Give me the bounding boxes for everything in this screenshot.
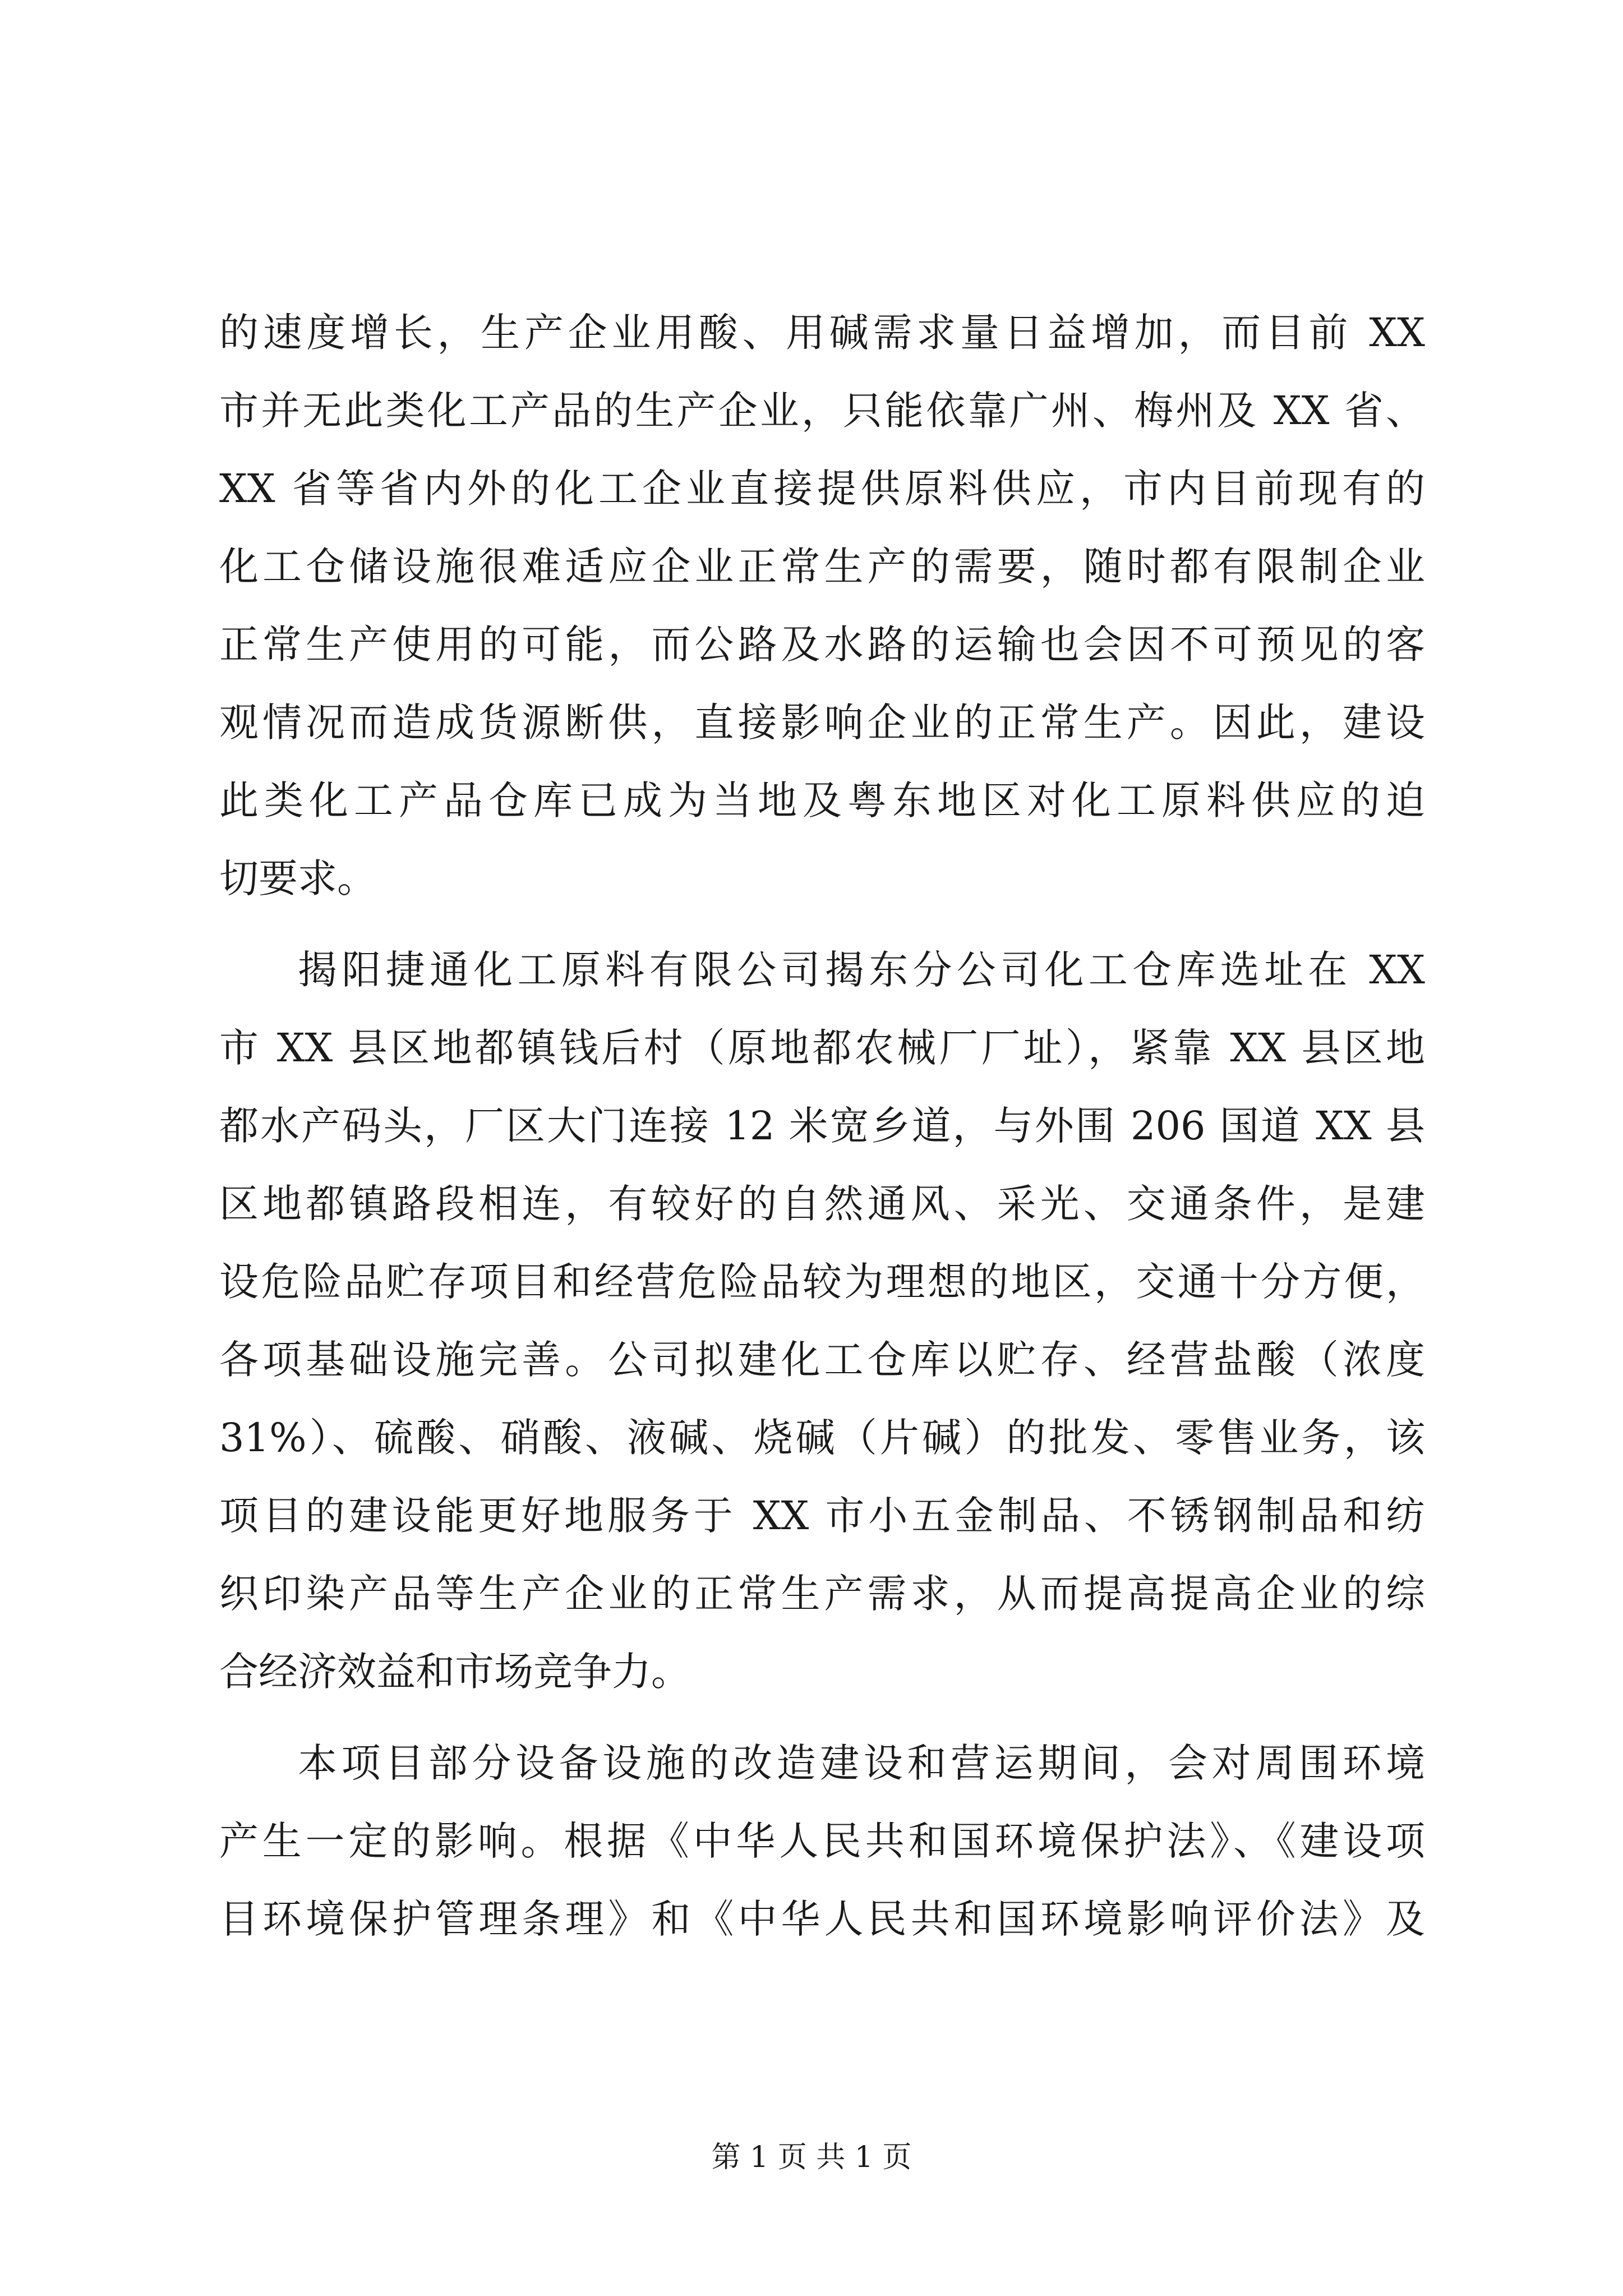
paragraph-2-line-7: 31%）、硫酸、硝酸、液碱、烧碱（片碱）的批发、零售业务，该 [219,1415,1425,1461]
paragraph-gap [219,918,1425,931]
page-footer [0,2141,1623,2174]
paragraph-2-line-4: 区地都镇路段相连，有较好的自然通风、采光、交通条件，是建 [219,1181,1425,1227]
paragraph-1-line-5: 正常生产使用的可能，而公路及水路的运输也会因不可预见的客 [219,622,1425,668]
paragraph-2-line-3: 都水产码头，厂区大门连接 12 米宽乡道，与外围 206 国道 XX 县 [219,1103,1425,1149]
paragraph-3-line-2: 产生一定的影响。根据《中华人民共和国环境保护法》、《建设项 [219,1818,1425,1864]
paragraph-2-line-1: 揭阳捷通化工原料有限公司揭东分公司化工仓库选址在 XX [298,947,1425,993]
paragraph-2-line-8: 项目的建设能更好地服务于 XX 市小五金制品、不锈钢制品和纺 [219,1493,1425,1539]
paragraph-1-line-1: 的速度增长，生产企业用酸、用碱需求量日益增加，而目前 XX [219,310,1425,356]
paragraph-2-line-6: 各项基础设施完善。公司拟建化工仓库以贮存、经营盐酸（浓度 [219,1337,1425,1383]
paragraph-3-line-3: 目环境保护管理条理》和《中华人民共和国环境影响评价法》及 [219,1896,1425,1942]
paragraph-1-line-3: XX 省等省内外的化工企业直接提供原料供应，市内目前现有的 [219,466,1425,512]
paragraph-2-line-9: 织印染产品等生产企业的正常生产需求，从而提高提高企业的综 [219,1571,1425,1617]
paragraph-1-line-7: 此类化工产品仓库已成为当地及粤东地区对化工原料供应的迫 [219,777,1425,823]
document-body [219,294,1425,1958]
paragraph-1-line-2: 市并无此类化工产品的生产企业，只能依靠广州、梅州及 XX 省、 [219,388,1425,434]
paragraph-gap [219,1711,1425,1724]
paragraph-2-line-10: 合经济效益和市场竞争力。 [219,1649,690,1695]
paragraph-2-line-2: 市 XX 县区地都镇钱后村（原地都农械厂厂址），紧靠 XX 县区地 [219,1025,1425,1071]
paragraph-3-line-1: 本项目部分设备设施的改造建设和营运期间，会对周围环境 [298,1740,1425,1786]
paragraph-1-line-8: 切要求。 [219,855,376,901]
paragraph-2-line-5: 设危险品贮存项目和经营危险品较为理想的地区，交通十分方便， [219,1259,1425,1305]
paragraph-1-line-4: 化工仓储设施很难适应企业正常生产的需要，随时都有限制企业 [219,544,1425,590]
paragraph-1-line-6: 观情况而造成货源断供，直接影响企业的正常生产。因此，建设 [219,700,1425,746]
page-number-label: 第 1 页 共 1 页 [711,2141,912,2174]
